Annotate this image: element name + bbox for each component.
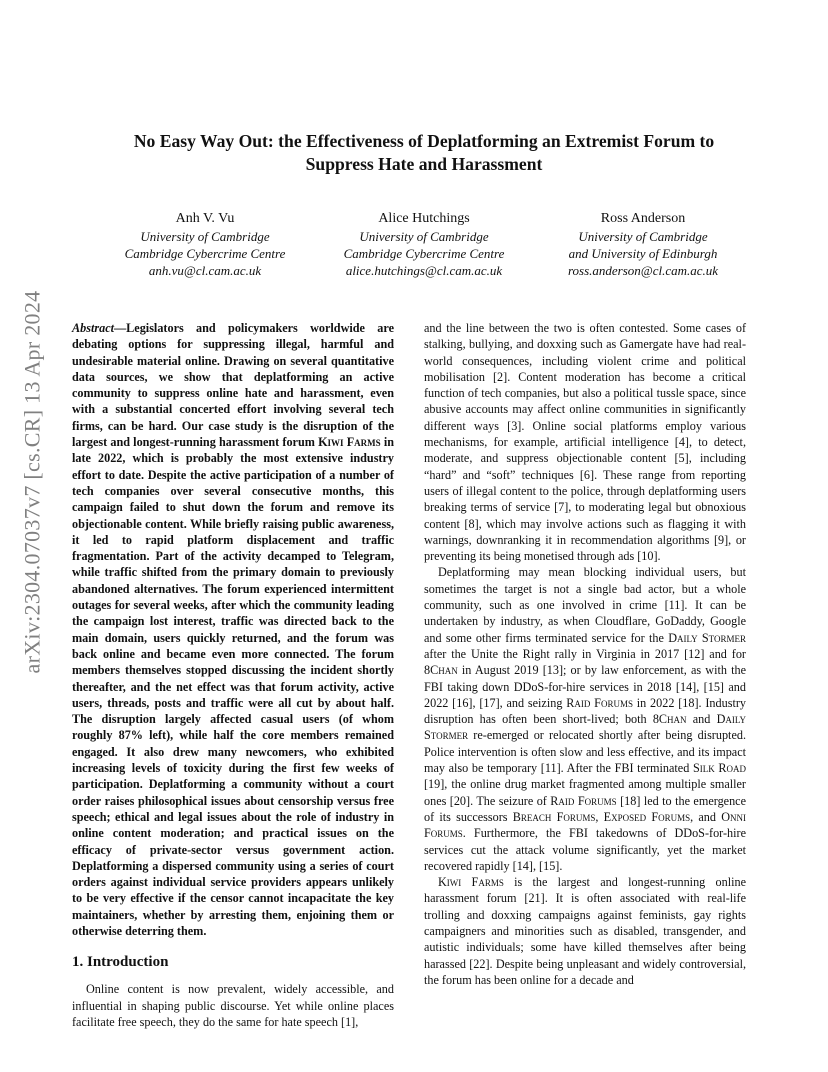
author-1 <box>100 210 310 279</box>
arxiv-identifier-text: arXiv:2304.07037v7 [cs.CR] 13 Apr 2024 <box>19 290 44 674</box>
text-run: in 2022 [18]. Industry disruption has often been short-lived; both <box>424 695 746 727</box>
site-name: Exposed Forums <box>603 809 691 824</box>
right-column <box>424 320 746 988</box>
text-run: 8 <box>652 712 659 727</box>
text-run: and <box>686 712 717 727</box>
text-run: . Furthermore, the FBI takedowns of DDoS-for-hire services cut the attack volume significantly, yet the market recovered rapidly [14], [15]. <box>424 826 746 873</box>
abstract-text: —Legislators and policymakers worldwide are debating options for suppressing illegal, harmful and undesirable material online. Drawing on several quantitative data sources, we show that deplatforming an active community to suppress online hate and harassment, even with a substantial concerted effort involving several tech firms, can be hard. Our case study is the disruption of the largest and longest-running harassment forum <box>72 321 394 450</box>
site-name: Chan <box>658 712 687 727</box>
site-name: Chan <box>430 663 458 678</box>
abstract-text: in late 2022, which is probably the most extensive industry effort to date. Despite the active participation of a number of tech companies over several consecutive months, this campaign failed to shut down the forum and remove its objectionable content. While briefly raising public awareness, it led to rapid platform displacement and traffic fragmentation. Part of the activity decamped to Telegram, while traffic shifted from the primary domain to previously abandoned alternatives. The forum experienced intermittent outages for several weeks, after which the community leading the campaign lost interest, traffic was directed back to the main domain, users quickly returned, and the forum was back online and became even more connected. The forum members themselves stopped discussing the incident shortly thereafter, and the net effect was that forum activity, active users, threads, posts and traffic were all cut by about half. The disruption largely affected casual users (of whom roughly 87% left), while half the core members remained engaged. It also drew many newcomers, who exhibited increasing levels of toxicity during the first few weeks of participation. Deplatforming a community without a court order raises philosophical issues about censorship versus free speech; ethical and legal issues about the role of industry in online content moderation; and practical issues on the efficacy of private-sector versus government action. Deplatforming a dispersed community using a series of court orders against individual service providers appears unlikely to be very effective if the censor cannot incapacitate the key maintainers, whether by arresting them, enjoining them or otherwise deterring them. <box>72 435 395 938</box>
author-affiliation: University of Cambridge <box>140 229 270 244</box>
paper-title: No Easy Way Out: the Effectiveness of Deplatforming an Extremist Forum to Suppress Hate and Harassment <box>133 131 715 174</box>
text-run: [18] led to the emergence of its successors <box>424 793 746 824</box>
text-run: in August 2019 [13]; or by law enforcement, as with the FBI taking down DDoS-for-hire services in 2018 [14], [15] and 2022 [16], [17], and seizing <box>424 663 746 710</box>
site-name: Daily Stormer <box>424 712 746 743</box>
site-name: Onni Forums <box>424 809 746 841</box>
site-name: Raid Forums <box>566 695 633 710</box>
author-name: Alice Hutchings <box>378 211 470 226</box>
forum-name: Kiwi Farms <box>318 435 381 450</box>
author-affiliation: University of Cambridge <box>359 229 489 244</box>
site-name: Silk Road <box>692 761 747 776</box>
text-run: , <box>595 809 604 824</box>
author-affiliation: Cambridge Cybercrime Centre <box>343 246 505 261</box>
author-affiliation: Cambridge Cybercrime Centre <box>124 246 286 261</box>
intro-paragraph: Online content is now prevalent, widely accessible, and influential in shaping public discourse. Yet while online places facilitate free speech, they do the same for hate speech [1], <box>72 982 394 1029</box>
site-name: Kiwi Farms <box>438 875 504 890</box>
author-email: alice.hutchings@cl.cam.ac.uk <box>345 263 503 278</box>
author-name: Ross Anderson <box>600 211 686 226</box>
author-email: ross.anderson@cl.cam.ac.uk <box>567 263 719 278</box>
site-name: Raid Forums <box>550 793 617 808</box>
text-run: [19], the online drug market fragmented among multiple smaller ones [20]. The seizure of <box>424 777 746 808</box>
author-affiliation: University of Cambridge <box>578 229 708 244</box>
author-3 <box>538 210 748 279</box>
site-name: Daily Stormer <box>668 630 746 645</box>
section-heading: 1. Introduction <box>72 954 169 971</box>
text-run: , and <box>690 809 722 824</box>
author-email: anh.vu@cl.cam.ac.uk <box>148 263 262 278</box>
author-2 <box>319 210 529 279</box>
abstract <box>72 320 394 939</box>
abstract-label: Abstract <box>72 321 114 335</box>
text-run: re-emerged or relocated shortly after being disrupted. Police intervention is often slow and less effective, and its impact may also be temporary [11]. After the FBI terminated <box>424 728 746 776</box>
site-name: Breach Forums <box>512 809 596 824</box>
body-paragraph <box>424 874 746 988</box>
arxiv-identifier <box>14 290 50 674</box>
author-name: Anh V. Vu <box>175 211 235 226</box>
text-run: is the largest and longest-running online harassment forum [21]. It is often associated with real-life trolling and doxxing campaigns against feminists, gay rights campaigners and minorities such as disabled, transgender, and autistic individuals; some have killed themselves after being harassed [22]. Despite being unpleasant and widely controversial, the forum has been online for a decade and <box>424 875 746 987</box>
text-run: Deplatforming may mean blocking individual users, but sometimes the target is not a single bad actor, but a whole community, such as one involved in crime [11]. It can be undertaken by industry, as when Cloudflare, GoDaddy, Google and some other firms terminated service for the <box>424 565 746 645</box>
left-column <box>72 320 394 1030</box>
author-affiliation: and University of Edinburgh <box>568 246 718 261</box>
text-run: after the Unite the Right rally in Virginia in 2017 [12] and for <box>424 646 746 661</box>
body-paragraph <box>424 564 746 874</box>
text-run: 8 <box>424 663 431 678</box>
body-paragraph: and the line between the two is often contested. Some cases of stalking, bullying, and doxxing such as Gamergate have had real-world consequences, including violent crime and political mobilisation [2]. Content moderation has become a critical function of tech companies, but also a political tussle space, since abusive accounts may affect online communities in significantly different ways [3]. Online social platforms employ various mechanisms, for example, artificial intelligence [4], to detect, moderate, and suppress objectionable content [5], including “hard” and “soft” techniques [6]. These range from reporting users of illegal content to the police, through deplatforming users breaking terms of service [7], to moderating legal but obnoxious content [8], which may involve actions such as flagging it with warnings, downranking it in recommendation algorithms [9], or preventing its being monetised through ads [10]. <box>424 321 746 564</box>
author-block <box>100 210 748 279</box>
